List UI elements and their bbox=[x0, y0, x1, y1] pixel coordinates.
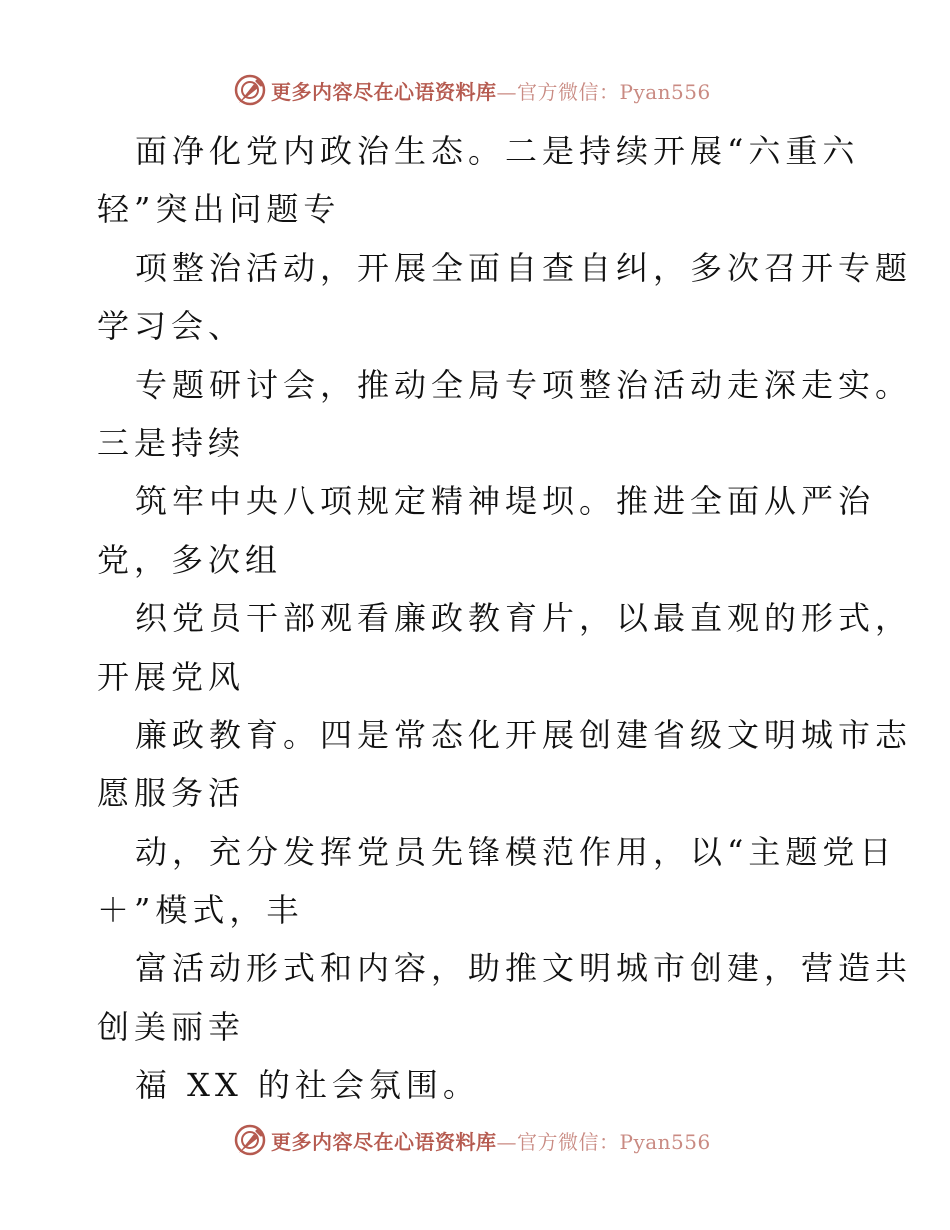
pen-logo-icon bbox=[233, 73, 267, 107]
text-line: 学习会、 bbox=[97, 307, 246, 346]
text-line: 专题研讨会，推动全局专项整治活动走深走实。 bbox=[135, 365, 913, 404]
watermark-main: 更多内容尽在心语资料库 bbox=[271, 79, 497, 104]
text-line: 轻”突出问题专 bbox=[97, 190, 341, 229]
text-line: 福 XX 的社会氛围。 bbox=[135, 1066, 480, 1105]
text-line: 开展党风 bbox=[97, 657, 246, 696]
text-line: 愿服务活 bbox=[97, 774, 246, 813]
text-line: 项整治活动，开展全面自查自纠，多次召开专题 bbox=[135, 248, 913, 287]
text-line: 动，充分发挥党员先锋模范作用，以“主题党日 bbox=[135, 832, 897, 871]
text-line: ＋”模式，丰 bbox=[97, 891, 304, 930]
text-line: 筑牢中央八项规定精神堤坝。推进全面从严治 bbox=[135, 482, 876, 521]
text-line: 富活动形式和内容，助推文明城市创建，营造共 bbox=[135, 949, 913, 988]
text-line: 廉政教育。四是常态化开展创建省级文明城市志 bbox=[135, 715, 913, 754]
footer-watermark bbox=[233, 1122, 711, 1158]
text-line: 创美丽幸 bbox=[97, 1007, 246, 1046]
watermark-wechat: —官方微信：Pyan556 bbox=[496, 1129, 711, 1154]
text-line: 织党员干部观看廉政教育片，以最直观的形式， bbox=[135, 599, 913, 638]
watermark-text bbox=[271, 1126, 711, 1155]
text-line: 党，多次组 bbox=[97, 540, 283, 579]
watermark-text bbox=[271, 76, 711, 105]
text-line: 三是持续 bbox=[97, 423, 246, 462]
header-watermark bbox=[233, 72, 711, 108]
watermark-main: 更多内容尽在心语资料库 bbox=[271, 1129, 497, 1154]
document-body bbox=[97, 122, 913, 1115]
text-line: 面净化党内政治生态。二是持续开展“六重六 bbox=[135, 132, 860, 170]
watermark-wechat: —官方微信：Pyan556 bbox=[496, 79, 711, 104]
pen-logo-icon bbox=[233, 1123, 267, 1157]
